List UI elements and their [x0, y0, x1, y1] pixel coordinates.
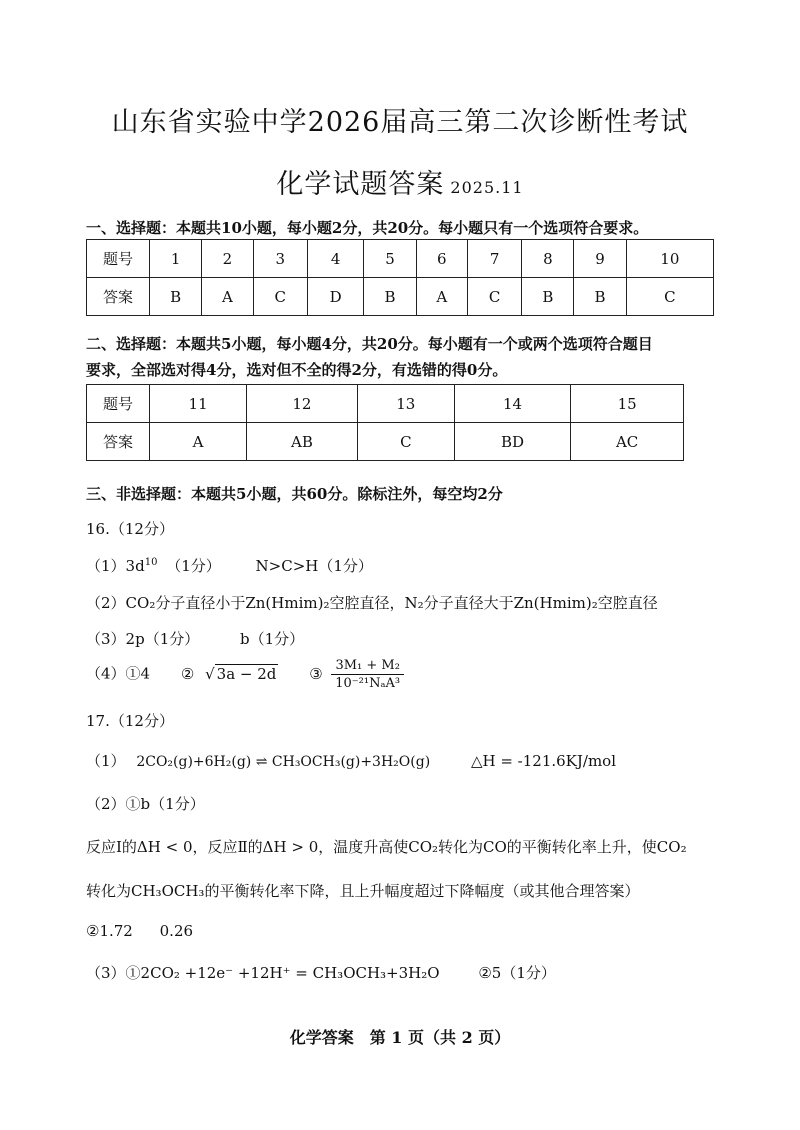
q16-p4-b: ②	[180, 664, 195, 683]
answer-cell: B	[522, 278, 574, 316]
question-number: 15	[571, 385, 684, 423]
answer-cell: D	[307, 278, 364, 316]
answer-cell: C	[468, 278, 522, 316]
question-number: 2	[202, 240, 253, 278]
section1-table	[86, 239, 714, 316]
q16-title: 16.（12分）	[86, 520, 174, 538]
question-number: 6	[416, 240, 467, 278]
question-number: 5	[364, 240, 416, 278]
answer-cell: B	[364, 278, 416, 316]
reaction-equation: 2CO₂(g)+6H₂(g) ⇌ CH₃OCH₃(g)+3H₂O(g)	[136, 754, 431, 770]
q17-p3-a: （3）①2CO₂ +12e⁻ +12H⁺ = CH₃OCH₃+3H₂O	[86, 964, 440, 982]
table-row	[87, 385, 684, 423]
table-row	[87, 240, 714, 278]
section2-table	[86, 384, 684, 461]
question-number: 3	[253, 240, 307, 278]
row-label: 题号	[87, 385, 150, 423]
table-row	[87, 423, 684, 461]
q16-p3-b: b（1分）	[240, 630, 305, 648]
table-row	[87, 278, 714, 316]
q16-p1-b: （1分）	[166, 557, 221, 575]
q16-part1	[86, 555, 373, 576]
section2-heading-line1: 二、选择题：本题共5小题，每小题4分，共20分。每小题有一个或两个选项符合题目	[86, 335, 653, 353]
question-number: 10	[626, 240, 713, 278]
answer-cell: AC	[571, 423, 684, 461]
row-label: 题号	[87, 240, 150, 278]
subtitle-text: 化学试题答案	[276, 169, 445, 200]
question-number: 13	[357, 385, 454, 423]
question-number: 12	[247, 385, 358, 423]
q16-p1-c: N>C>H（1分）	[255, 557, 373, 575]
q17-part1	[86, 750, 616, 771]
answer-cell: A	[416, 278, 467, 316]
q17-part2: （2）①b（1分）	[86, 795, 205, 813]
answer-cell: BD	[454, 423, 570, 461]
answer-cell: B	[150, 278, 202, 316]
enthalpy-value: △H = -121.6KJ/mol	[470, 752, 616, 770]
answer-cell: C	[626, 278, 713, 316]
page-footer: 化学答案 第 1 页（共 2 页）	[289, 1028, 511, 1047]
section2-heading-line2: 要求，全部选对得4分，选对但不全的得2分，有选错的得0分。	[86, 361, 508, 379]
section1-heading: 一、选择题：本题共10小题，每小题2分，共20分。每小题只有一个选项符合要求。	[86, 219, 649, 237]
section3-heading: 三、非选择题：本题共5小题，共60分。除标注外，每空均2分	[86, 485, 503, 503]
q16-part4	[86, 658, 404, 691]
q16-p4-a: （4）①4	[86, 664, 151, 683]
q16-p1-a: （1）3d	[86, 557, 145, 575]
q16-p1-sup: 10	[144, 557, 158, 568]
fraction-denominator: 10⁻²¹NₐA³	[335, 676, 401, 691]
question-number: 14	[454, 385, 570, 423]
q17-p3-b: ②5（1分）	[478, 964, 556, 982]
question-number: 7	[468, 240, 522, 278]
row-label: 答案	[87, 423, 150, 461]
question-number: 11	[150, 385, 247, 423]
q16-p4-c: ③	[309, 664, 323, 683]
answer-cell: AB	[247, 423, 358, 461]
q16-p4-b-expr: 3a − 2d	[216, 664, 277, 683]
answer-cell: C	[253, 278, 307, 316]
q17-title: 17.（12分）	[86, 712, 174, 730]
sqrt-icon: √	[205, 664, 215, 683]
question-number: 8	[522, 240, 574, 278]
q17-p2b-a: ②1.72	[86, 922, 133, 940]
q17-explain-line2: 转化为CH₃OCH₃的平衡转化率下降，且上升幅度超过下降幅度（或其他合理答案）	[86, 882, 640, 900]
question-number: 4	[307, 240, 364, 278]
q17-p2b-b: 0.26	[159, 922, 194, 940]
answer-cell: C	[357, 423, 454, 461]
q17-explain-line1: 反应Ⅰ的ΔH < 0，反应Ⅱ的ΔH > 0，温度升高使CO₂转化为CO的平衡转化率上升，使CO₂	[86, 838, 687, 856]
answer-cell: A	[202, 278, 253, 316]
q16-p3-a: （3）2p（1分）	[86, 630, 200, 648]
q16-part2: （2）CO₂分子直径小于Zn(Hmim)₂空腔直径，N₂分子直径大于Zn(Hmim)₂空腔直径	[86, 594, 658, 612]
fraction	[331, 658, 403, 691]
page-title: 山东省实验中学2026届高三第二次诊断性考试	[111, 107, 689, 138]
q16-part3	[86, 628, 304, 649]
q17-part3	[86, 962, 556, 983]
answer-cell: B	[574, 278, 626, 316]
question-number: 1	[150, 240, 202, 278]
q17-part2b	[86, 922, 193, 940]
page-subtitle	[0, 162, 800, 201]
q17-p1-a: （1）	[86, 752, 126, 770]
row-label: 答案	[87, 278, 150, 316]
question-number: 9	[574, 240, 626, 278]
fraction-numerator: 3M₁ + M₂	[331, 658, 403, 675]
exam-date: 2025.11	[450, 178, 524, 197]
answer-cell: A	[150, 423, 247, 461]
